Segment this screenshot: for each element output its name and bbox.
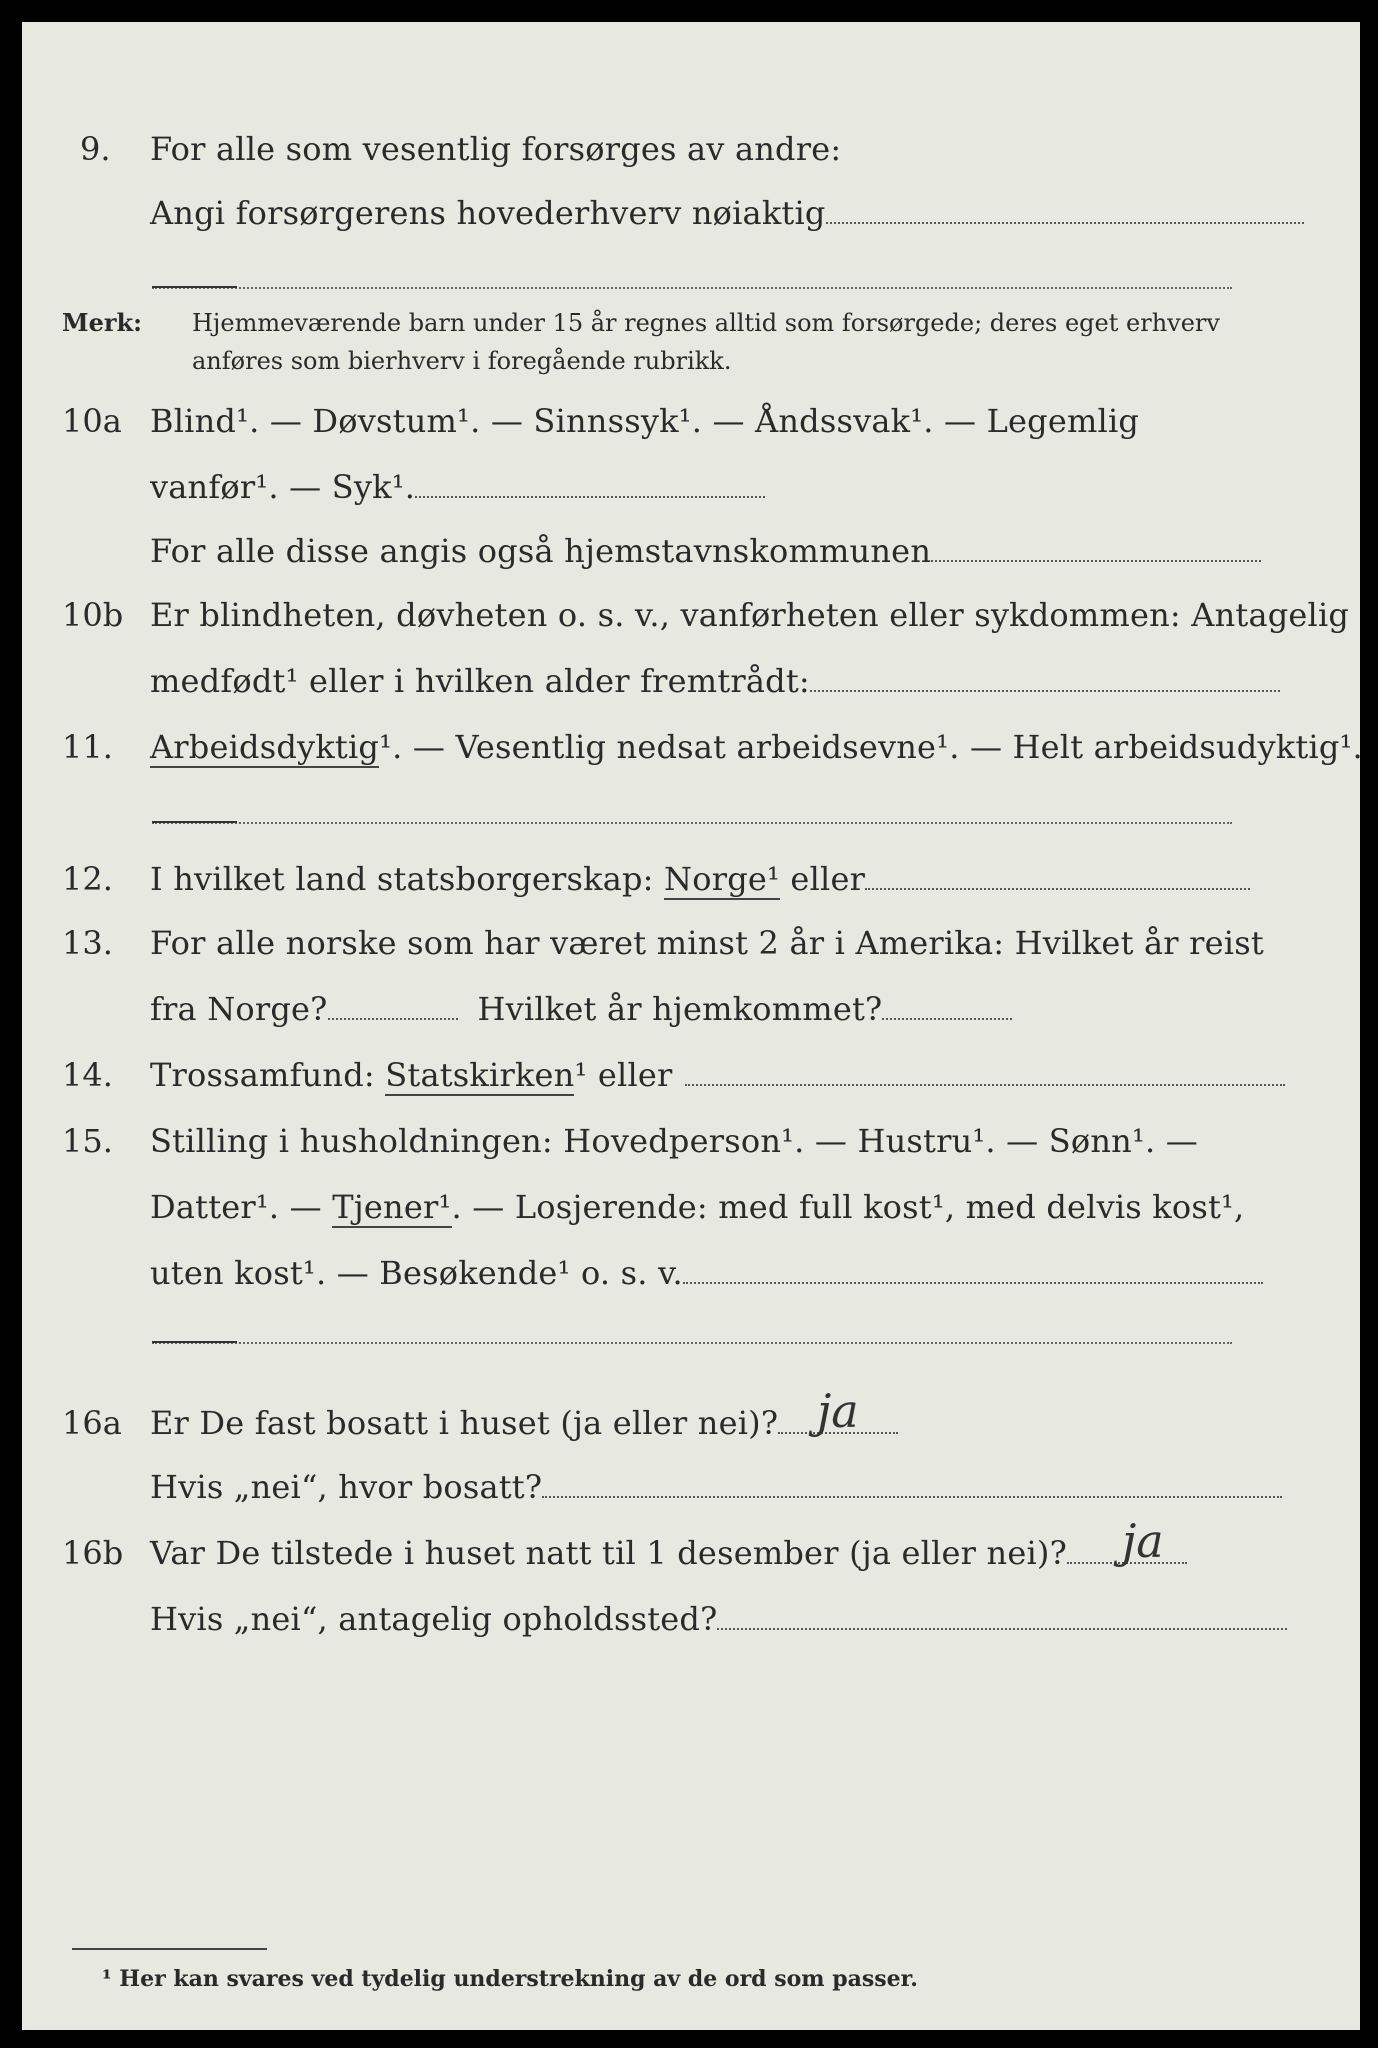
q15-line3-text: uten kost¹. — Besøkende¹ o. s. v. (150, 1254, 683, 1292)
q9-number: 9. (80, 130, 111, 168)
q10a-line2-text: vanfør¹. — Syk¹. (150, 468, 416, 506)
q10a-line3-text: For alle disse angis også hjemstavnskommunen (150, 532, 932, 570)
q13-line1: For alle norske som har været minst 2 år i Amerika: Hvilket år reist (150, 924, 1264, 962)
footnote: ¹ Her kan svares ved tydelig understrekning av de ord som passer. (102, 1966, 918, 1992)
q14-underlined-answer: Statskirken (385, 1056, 575, 1094)
merk-line2: anføres som bierhverv i foregående rubrikk. (192, 347, 732, 375)
q13-line2 (150, 990, 1012, 1028)
q10a-line1: Blind¹. — Døvstum¹. — Sinnssyk¹. — Åndssvak¹. — Legemlig (150, 402, 1140, 440)
q10a-line2 (150, 468, 765, 506)
q16b-line1 (150, 1534, 1187, 1572)
q11-number: 11. (62, 728, 113, 766)
merk-line1: Hjemmeværende barn under 15 år regnes alltid som forsørgede; deres eget erhverv (192, 309, 1220, 337)
q11-underlined-answer: Arbeidsdyktig (150, 728, 380, 766)
q13-hjemkommet-text: Hvilket år hjemkommet? (477, 990, 883, 1028)
q10b-line2-text: medfødt¹ eller i hvilken alder fremtrådt: (150, 662, 810, 700)
q16a-number: 16a (62, 1404, 122, 1442)
q12-number: 12. (62, 860, 113, 898)
q16a-line1-text: Er De fast bosatt i huset (ja eller nei)? (150, 1404, 779, 1442)
q9-answer-line (152, 287, 1232, 289)
q16a-line2 (150, 1468, 1282, 1506)
q11-rest: ¹. — Vesentlig nedsat arbeidsevne¹. — Helt arbeidsudyktig¹. (379, 728, 1363, 766)
q11-line (150, 728, 1363, 766)
q14-line (150, 1056, 1285, 1094)
q15-number: 15. (62, 1122, 113, 1160)
q10a-number: 10a (62, 402, 122, 440)
q16a-handwritten-answer: ja (817, 1384, 859, 1438)
q12-underlined-answer: Norge¹ (664, 860, 781, 898)
merk-label: Merk: (62, 308, 142, 337)
q9-line2-text: Angi forsørgerens hovederhverv nøiaktig (150, 194, 826, 232)
q14-text: Trossamfund: (150, 1056, 386, 1094)
q16b-line2 (150, 1600, 1287, 1638)
q10b-line2 (150, 662, 1280, 700)
q9-line2 (150, 194, 1304, 232)
q10b-line1: Er blindheten, døvheten o. s. v., vanførheten eller sykdommen: Antagelig (150, 596, 1350, 634)
q15-line1: Stilling i husholdningen: Hovedperson¹. — Hustru¹. — Sønn¹. — (150, 1122, 1198, 1160)
q15-line2 (150, 1188, 1244, 1226)
form-page (22, 22, 1363, 2030)
q14-eller: ¹ eller (574, 1056, 673, 1094)
q13-number: 13. (62, 924, 113, 962)
q15-underlined-answer: Tjener¹ (332, 1188, 452, 1226)
q16b-handwritten-answer: ja (1122, 1514, 1164, 1568)
q10b-number: 10b (62, 596, 124, 634)
q12-eller: eller (780, 860, 866, 898)
q12-line (150, 860, 1250, 898)
q15-answer-line (152, 1342, 1232, 1344)
q10a-line3 (150, 532, 1261, 570)
q16a-line1 (150, 1404, 898, 1442)
q16b-line2-text: Hvis „nei“, antagelig opholdssted? (150, 1600, 718, 1638)
q15-datter-text: Datter¹. — (150, 1188, 333, 1226)
q12-text: I hvilket land statsborgerskap: (150, 860, 665, 898)
q14-number: 14. (62, 1056, 113, 1094)
q9-line1: For alle som vesentlig forsørges av andre: (150, 130, 842, 168)
q16a-line2-text: Hvis „nei“, hvor bosatt? (150, 1468, 543, 1506)
q15-losjerende-text: . — Losjerende: med full kost¹, med delvis kost¹, (451, 1188, 1245, 1226)
q11-answer-line (152, 822, 1232, 824)
q16b-line1-text: Var De tilstede i huset natt til 1 desember (ja eller nei)? (150, 1534, 1067, 1572)
q16b-number: 16b (62, 1534, 124, 1572)
footnote-rule (72, 1948, 267, 1950)
q13-reist-text: fra Norge? (150, 990, 328, 1028)
q15-line3 (150, 1254, 1263, 1292)
